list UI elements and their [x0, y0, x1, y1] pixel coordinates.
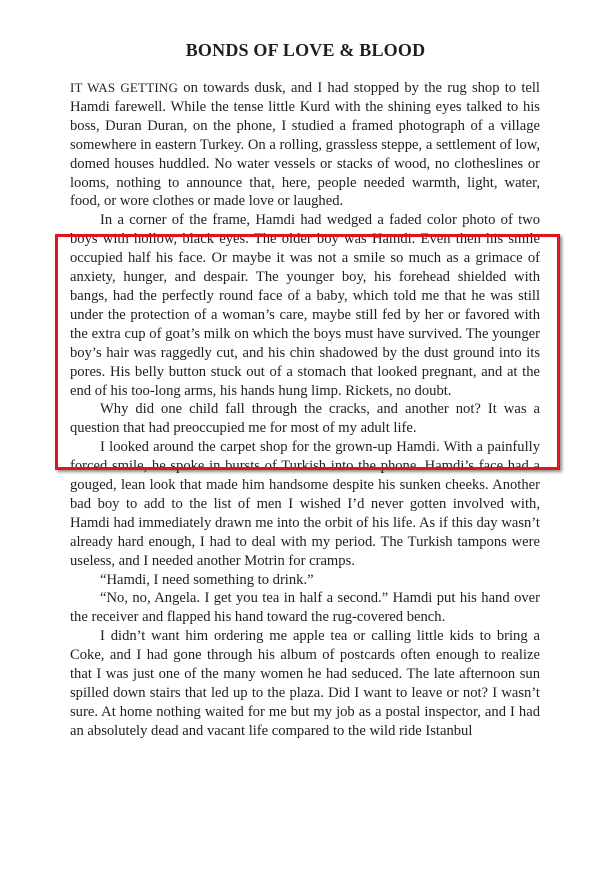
paragraph-lead-in: IT WAS GETTING — [70, 80, 179, 95]
paragraph-3: Why did one child fall through the cracks, and another not? It was a question that had preoccupied me for most of my adult life. — [70, 401, 540, 437]
paragraph-2-highlighted: In a corner of the frame, Hamdi had wedged a faded color photo of two boys with hollow, black eyes. The older boy was Hamdi. Even then his smile occupied half his face. Or maybe it was not a smile so much as a grimace of anxiety, hunger, and despair. The younger boy, his forehead shielded with bangs, had the perfectly round face of a baby, which told me that he was still under the protection of a woman’s care, maybe still fed by her or favored with the extra cup of goat’s milk on which the boys must have survived. The younger boy’s hair was raggedly cut, and his chin shadowed by the dust ground into its pores. His belly button stuck out of a stomach that looked pregnant, and at the end of his too-long arms, his hands hung limp. Rickets, no doubt. — [70, 212, 540, 399]
body-text — [70, 79, 540, 741]
paragraph-1 — [70, 79, 540, 211]
paragraph-6-dialogue: “No, no, Angela. I get you tea in half a second.” Hamdi put his hand over the receiver and flapped his hand toward the rug-covered bench. — [70, 590, 540, 626]
paragraph-1-text: on towards dusk, and I had stopped by the rug shop to tell Hamdi farewell. While the tense little Kurd with the shining eyes talked to his boss, Duran Duran, on the phone, I studied a framed photograph of a village somewhere in eastern Turkey. On a rolling, grassless steppe, a settlement of low, domed houses huddled. No water vessels or stacks of wood, no clotheslines or looms, nothing to announce that, here, people needed warmth, light, water, food, or wore clothes or made love or laughed. — [70, 80, 540, 210]
paragraph-7: I didn’t want him ordering me apple tea or calling little kids to bring a Coke, and I had gone through his album of postcards often enough to realize that I was just one of the many women he had seduced. The late afternoon sun spilled down stairs that led up to the plaza. Did I want to leave or not? I wasn’t sure. At home nothing waited for me but my job as a postal inspector, and I had an absolutely dead and vacant life compared to the wild ride Istanbul — [70, 628, 540, 739]
chapter-title: BONDS OF LOVE & BLOOD — [185, 40, 426, 60]
paragraph-5-dialogue: “Hamdi, I need something to drink.” — [100, 571, 314, 588]
paragraph-4: I looked around the carpet shop for the grown-up Hamdi. With a painfully forced smile, he spoke in bursts of Turkish into the phone. Hamdi’s face had a gouged, lean look that made him handsome despite his sunken cheeks. Another bad boy to add to the list of men I wished I’d never gotten involved with, Hamdi had immediately drawn me into the orbit of his life. As if this day wasn’t already hard enough, I had to deal with my period. The Turkish tampons were useless, and I needed another Motrin for cramps. — [70, 439, 540, 569]
